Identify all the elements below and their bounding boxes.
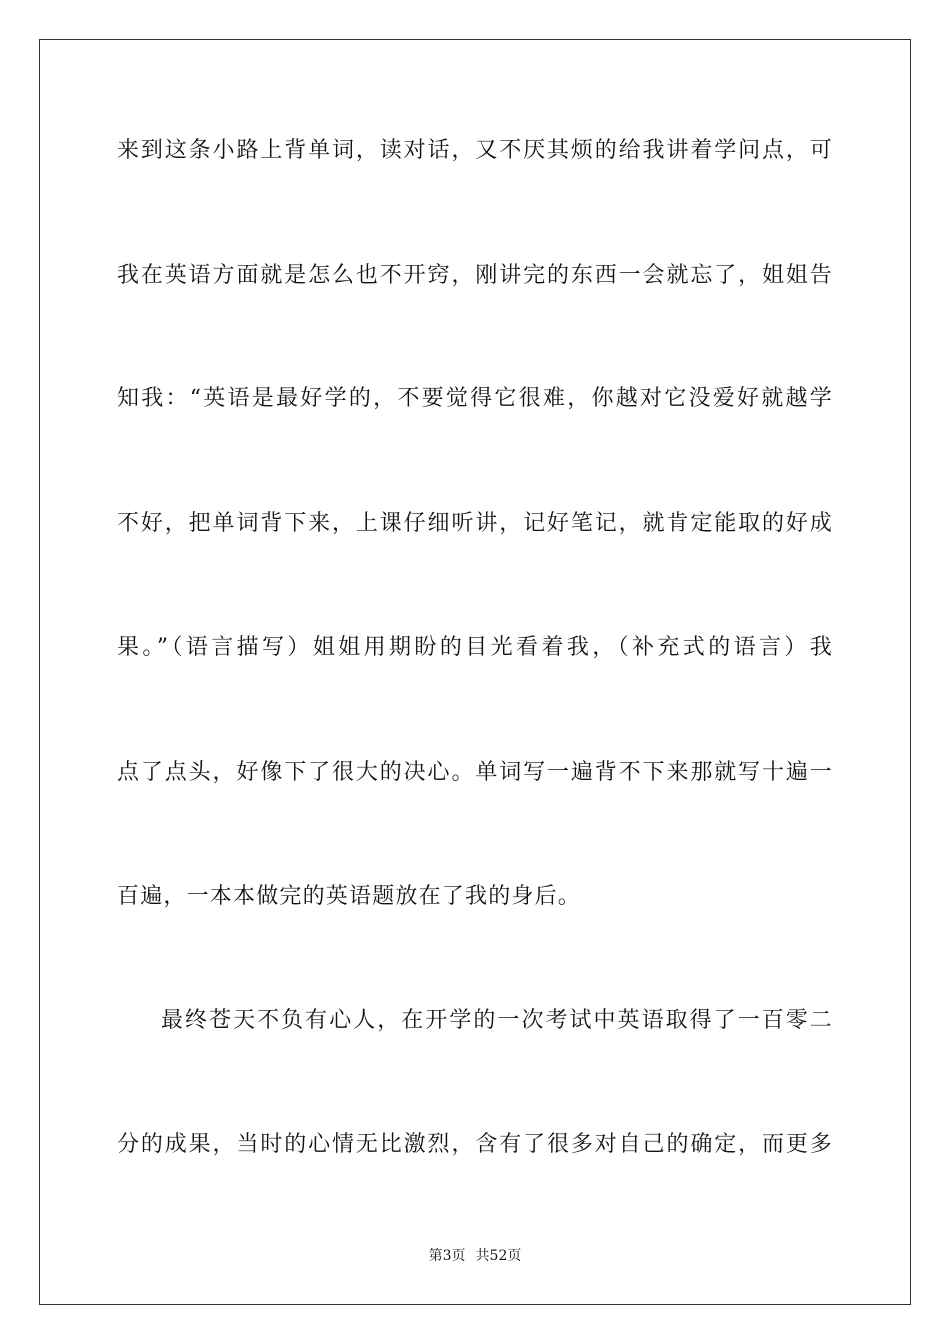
page-footer	[0, 1246, 950, 1266]
body-line-8-indented: 最终苍天不负有心人，在开学的一次考试中英语取得了一百零二	[161, 1008, 833, 1033]
body-line-5: 果。”（语言描写）姐姐用期盼的目光看着我，（补充式的语言）我	[117, 635, 833, 660]
body-line-1: 来到这条小路上背单词，读对话，又不厌其烦的给我讲着学问点，可	[117, 138, 833, 163]
body-line-7: 百遍，一本本做完的英语题放在了我的身后。	[117, 884, 582, 909]
body-line-6: 点了点头，好像下了很大的决心。单词写一遍背不下来那就写十遍一	[117, 760, 833, 785]
page-number: 第3页	[428, 1248, 466, 1264]
page-total: 共52页	[475, 1248, 522, 1264]
body-line-3: 知我：“英语是最好学的，不要觉得它很难，你越对它没爱好就越学	[117, 386, 833, 411]
body-line-4: 不好，把单词背下来，上课仔细听讲，记好笔记，就肯定能取的好成	[117, 511, 833, 536]
body-line-9: 分的成果，当时的心情无比激烈，含有了很多对自己的确定，而更多	[117, 1132, 833, 1157]
body-line-2: 我在英语方面就是怎么也不开窍，刚讲完的东西一会就忘了，姐姐告	[117, 263, 833, 288]
page-border	[39, 39, 911, 1305]
